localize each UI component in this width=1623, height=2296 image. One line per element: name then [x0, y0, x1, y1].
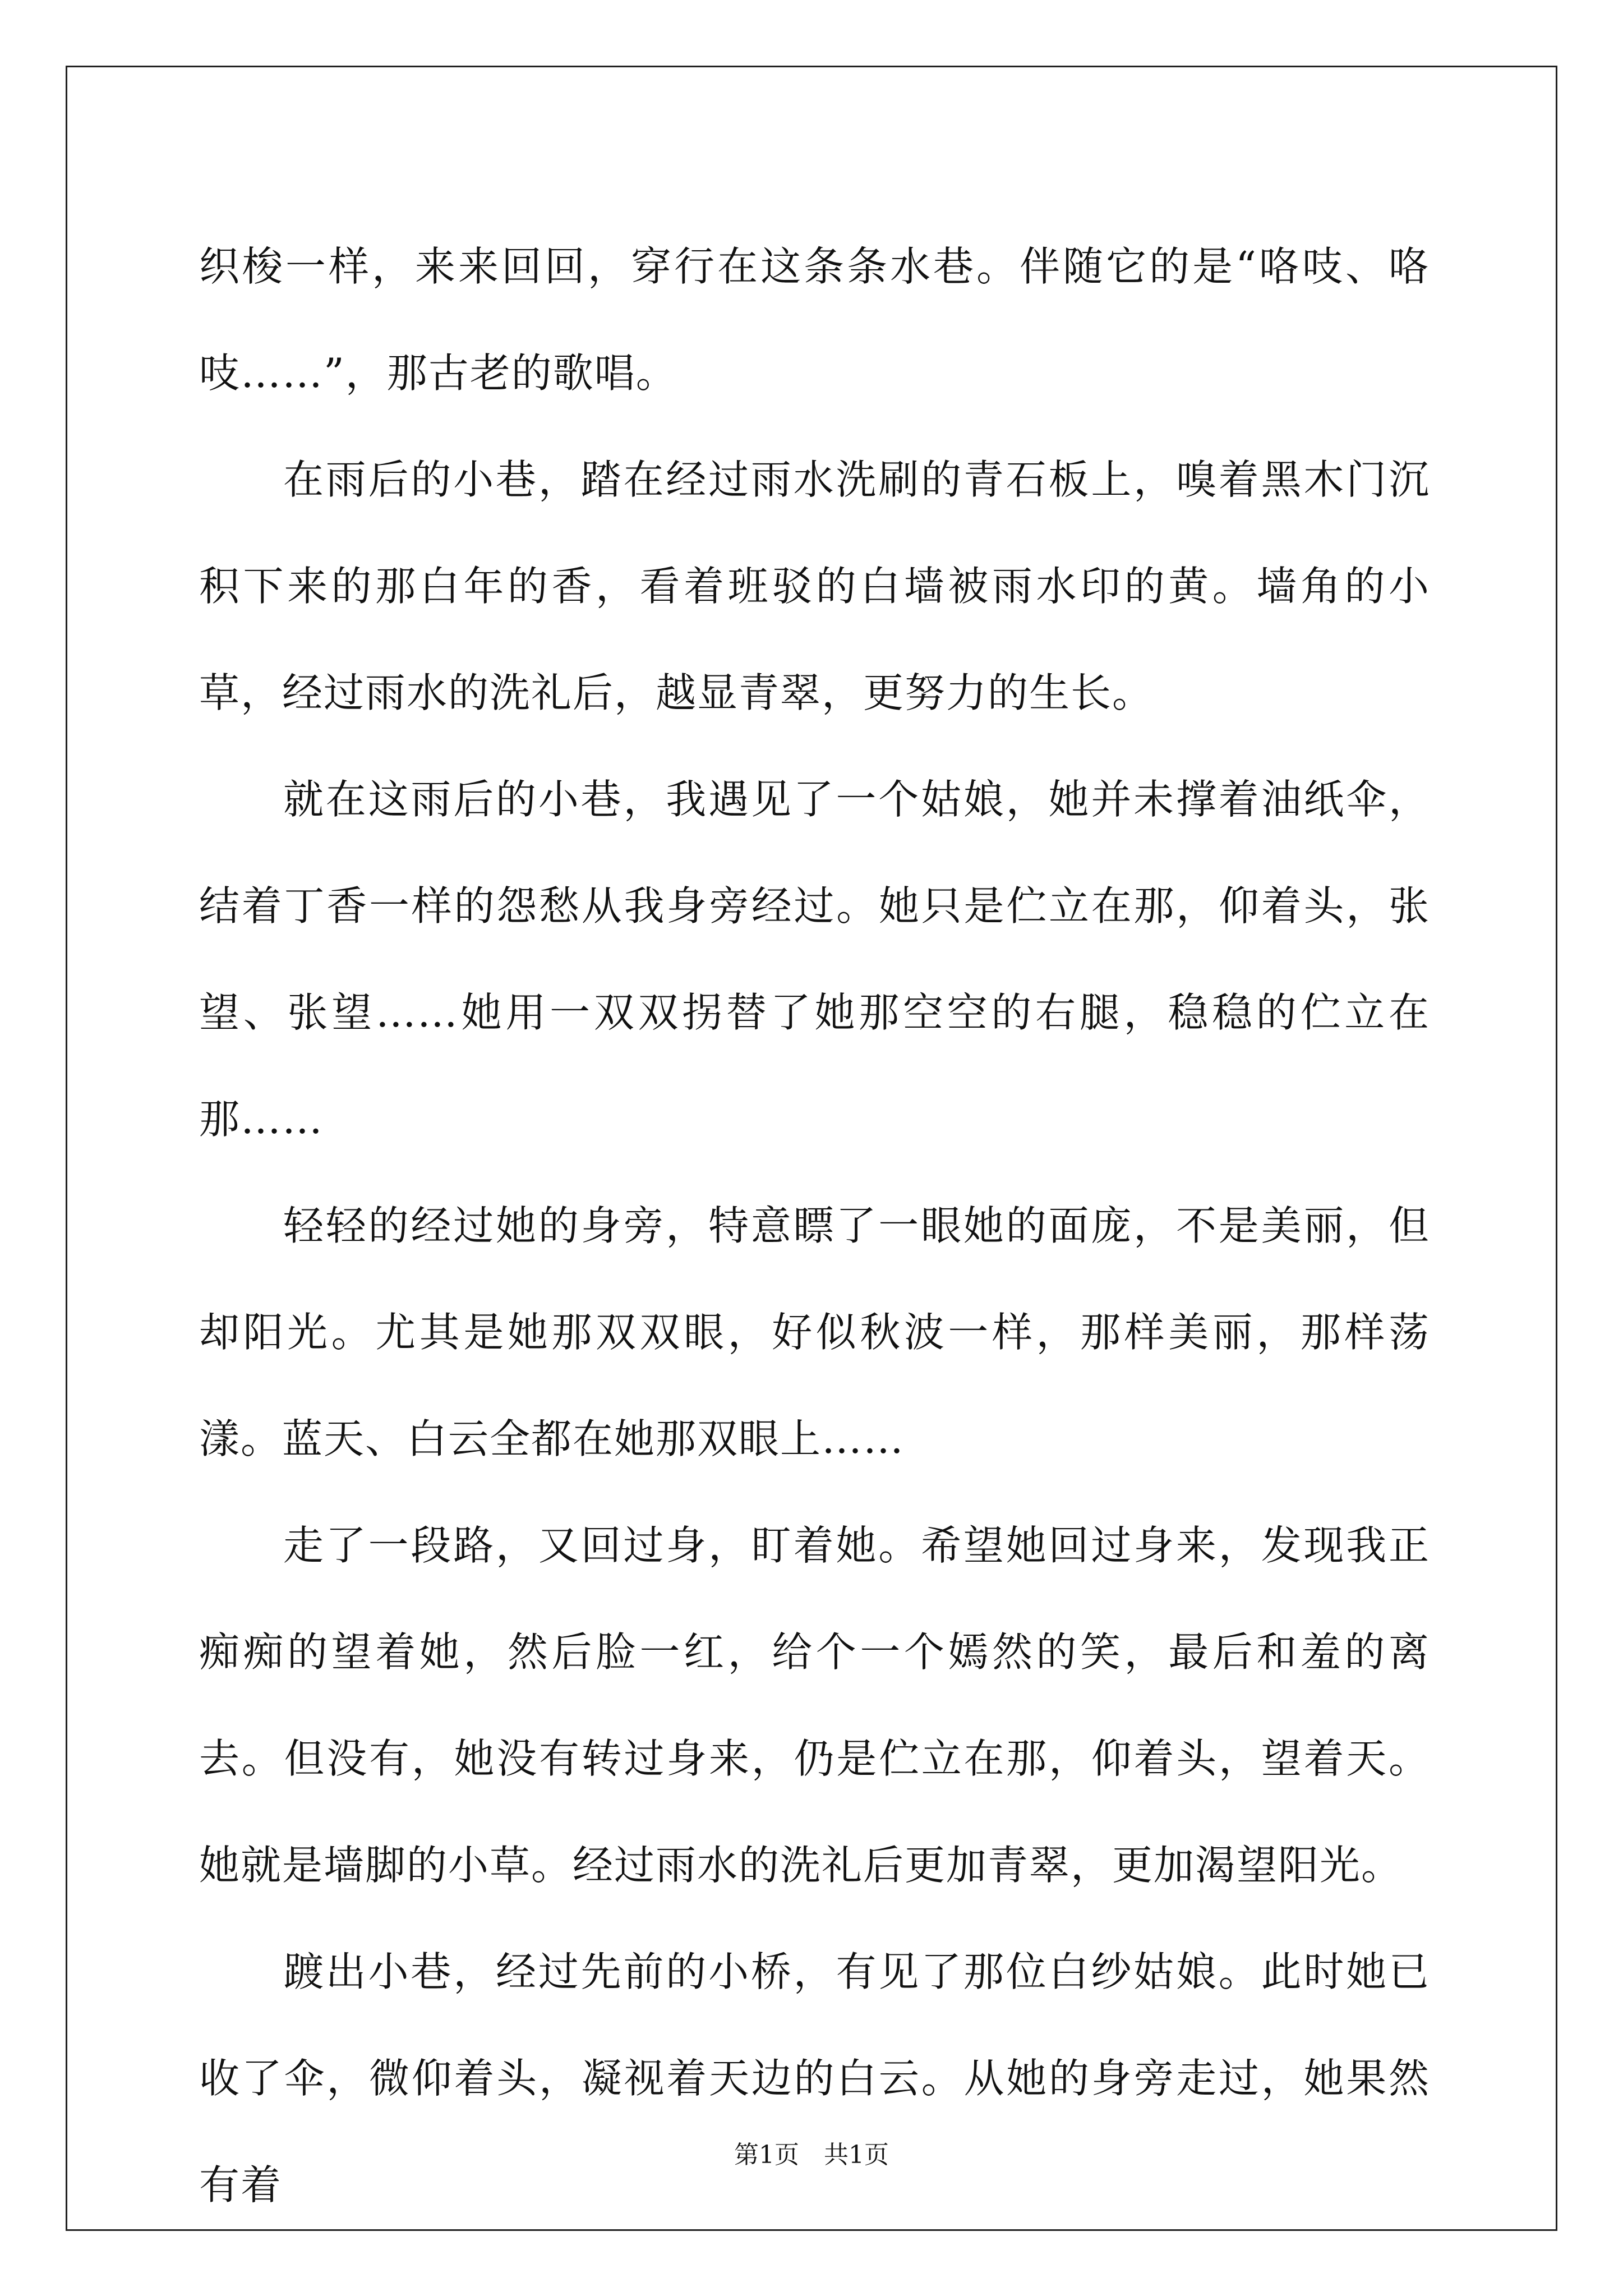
paragraph-3: 就在这雨后的小巷，我遇见了一个姑娘，她并未撑着油纸伞，结着丁香一样的怨愁从我身旁经过。她只是伫立在那，仰着头，张望、张望……她用一双双拐替了她那空空的右腿，稳稳的伫立在那…… [199, 776, 1430, 1143]
paragraph-1: 织梭一样，来来回回，穿行在这条条水巷。伴随它的是“咯吱、咯吱……”，那古老的歌唱。 [199, 243, 1430, 397]
paragraph-4: 轻轻的经过她的身旁，特意瞟了一眼她的面庞，不是美丽，但却阳光。尤其是她那双双眼，好似秋波一样，那样美丽，那样荡漾。蓝天、白云全都在她那双眼上…… [199, 1202, 1430, 1462]
page-number-footer: 第1页 共1页 [734, 2141, 889, 2169]
paragraph-5: 走了一段路，又回过身，盯着她。希望她回过身来，发现我正痴痴的望着她，然后脸一红，给个一个嫣然的笑，最后和羞的离去。但没有，她没有转过身来，仍是伫立在那，仰着头，望着天。她就是墙脚的小草。经过雨水的洗礼后更加青翠，更加渴望阳光。 [199, 1522, 1430, 1889]
document-body [199, 213, 1430, 2238]
paragraph-6: 踱出小巷，经过先前的小桥，有见了那位白纱姑娘。此时她已收了伞，微仰着头，凝视着天边的白云。从她的身旁走过，她果然有着 [199, 1948, 1430, 2208]
paragraph-2: 在雨后的小巷，踏在经过雨水洗刷的青石板上，嗅着黑木门沉积下来的那白年的香，看着班驳的白墙被雨水印的黄。墙角的小草，经过雨水的洗礼后，越显青翠，更努力的生长。 [199, 456, 1430, 716]
